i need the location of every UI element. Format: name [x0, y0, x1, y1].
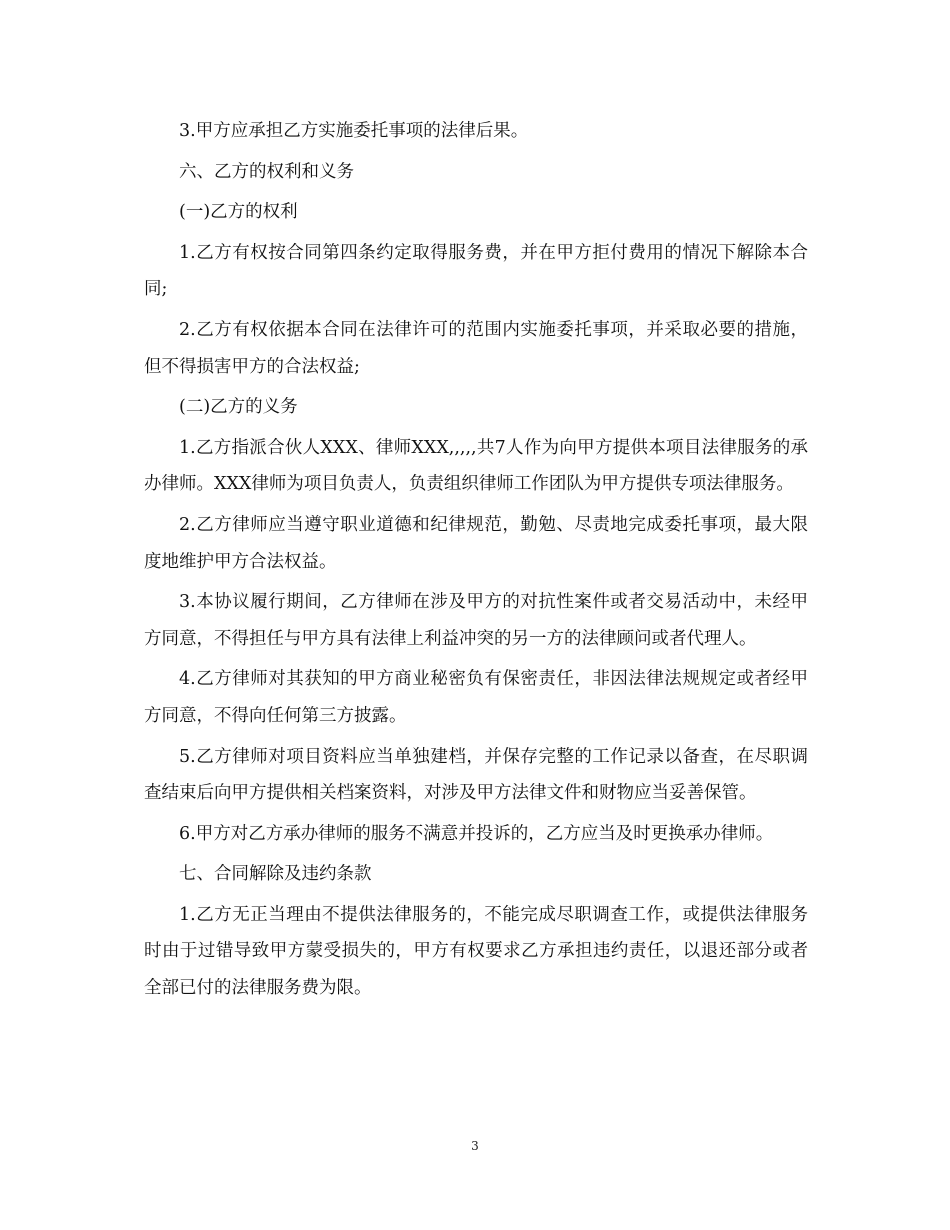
paragraph-termination-1: 1.乙方无正当理由不提供法律服务的，不能完成尽职调查工作，或提供法律服务时由于过错导致甲方蒙受损失的，甲方有权要求乙方承担违约责任，以退还部分或者全部已付的法律服务费为限。	[144, 904, 808, 999]
paragraph-right-2: 2.乙方有权依据本合同在法律许可的范围内实施委托事项，并采取必要的措施，但不得损害甲方的合法权益;	[144, 319, 808, 377]
subsection-heading-rights: (一)乙方的权利	[179, 202, 298, 223]
paragraph-duty-5: 5.乙方律师对项目资料应当单独建档，并保存完整的工作记录以备查，在尽职调查结束后向甲方提供相关档案资料，对涉及甲方法律文件和财物应当妥善保管。	[144, 746, 808, 804]
page-number: 3	[471, 1139, 479, 1153]
paragraph-duty-6: 6.甲方对乙方承办律师的服务不满意并投诉的，乙方应当及时更换承办律师。	[179, 823, 774, 844]
document-body	[144, 113, 808, 1011]
paragraph-duty-3: 3.本协议履行期间，乙方律师在涉及甲方的对抗性案件或者交易活动中，未经甲方同意，不得担任与甲方具有法律上利益冲突的另一方的法律顾问或者代理人。	[144, 592, 808, 649]
section-heading-termination: 七、合同解除及违约条款	[179, 864, 372, 885]
paragraph-duty-1: 1.乙方指派合伙人XXX、律师XXX,,,,,共7人作为向甲方提供本项目法律服务的承办律师。XXX律师为项目负责人，负责组织律师工作团队为甲方提供专项法律服务。	[144, 437, 808, 495]
subsection-heading-obligations: (二)乙方的义务	[179, 397, 298, 418]
paragraph-obligation-3: 3.甲方应承担乙方实施委托事项的法律后果。	[179, 121, 529, 141]
paragraph-duty-4: 4.乙方律师对其获知的甲方商业秘密负有保密责任，非因法律法规规定或者经甲方同意，不得向任何第三方披露。	[144, 669, 808, 726]
paragraph-right-1: 1.乙方有权按合同第四条约定取得服务费，并在甲方拒付费用的情况下解除本合同;	[144, 242, 808, 300]
section-heading-rights-obligations: 六、乙方的权利和义务	[179, 161, 354, 182]
paragraph-duty-2: 2.乙方律师应当遵守职业道德和纪律规范，勤勉、尽责地完成委托事项，最大限度地维护甲方合法权益。	[144, 514, 808, 572]
